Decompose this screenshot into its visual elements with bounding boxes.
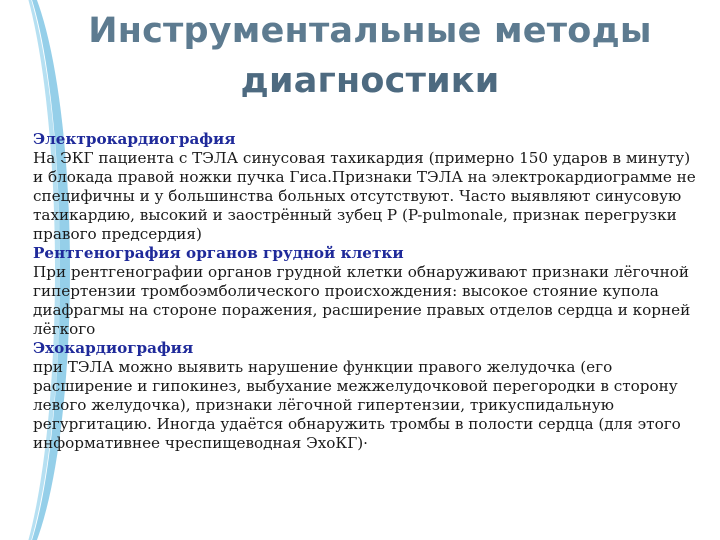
section-heading-ecg: Электрокардиография bbox=[33, 130, 236, 148]
slide-title bbox=[60, 6, 680, 106]
section-heading-xray: Рентгенография органов грудной клетки bbox=[33, 244, 404, 262]
section-text-echo: при ТЭЛА можно выявить нарушение функции правого желудочка (его расширение и гипокинез, выбухание межжелудочковой перегородки в сторону левого желудочка), признаки лёгочной гипертензии, трикуспидальную регургитацию. Иногда удаётся обнаружить тромбы в полости сердца (для этого информативнее чреспищеводная ЭхоКГ)· bbox=[33, 358, 681, 452]
section-text-xray: При рентгенографии органов грудной клетки обнаруживают признаки лёгочной гипертензии тромбоэмболического происхождения: высокое стояние купола диафрагмы на стороне поражения, расширение правых отделов сердца и корней лёгкого bbox=[33, 263, 691, 338]
slide-title-line-2: диагностики bbox=[240, 61, 500, 101]
section-heading-echo: Эхокардиография bbox=[33, 339, 194, 357]
slide-title-line-1: Инструментальные методы bbox=[88, 11, 652, 51]
slide-body bbox=[33, 130, 705, 453]
section-text-ecg: На ЭКГ пациента с ТЭЛА синусовая тахикардия (примерно 150 ударов в минуту) и блокада правой ножки пучка Гиса.Признаки ТЭЛА на электрокардиограмме не специфичны и у большинства больных отсутствуют. Часто выявляют синусовую тахикардию, высокий и заострённый зубец P (P-pulmonale, признак перегрузки правого предсердия) bbox=[33, 149, 696, 243]
